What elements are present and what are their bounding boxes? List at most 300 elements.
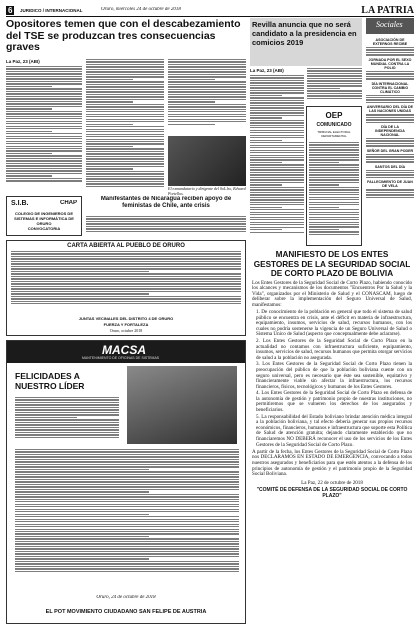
text-line [15, 432, 119, 433]
text-line [15, 456, 239, 457]
text-line [15, 429, 119, 430]
text-line [250, 219, 304, 220]
text-line [250, 222, 304, 223]
text-line [309, 144, 359, 145]
text-line [86, 186, 164, 187]
text-line [15, 509, 239, 510]
text-line [86, 91, 164, 92]
text-line [250, 227, 304, 228]
text-line [86, 69, 164, 70]
text-line [15, 553, 239, 554]
felicidades-footer: EL POT MOVIMIENTO CIUDADANO SAN FELIPE DE AUSTRIA [45, 609, 207, 615]
text-line [86, 64, 164, 65]
text-line [86, 221, 246, 222]
text-line [250, 132, 304, 133]
sociales-banner [366, 18, 414, 34]
text-line [250, 232, 304, 233]
text-line [366, 73, 414, 74]
sociales-heading: ASOCIACIÓN DE EXTERNOS RECIBE [372, 38, 408, 46]
logo-chap: CHAP [59, 200, 77, 206]
text-line [11, 278, 241, 279]
text-line [15, 454, 239, 455]
text-line [86, 101, 133, 102]
lead-dateline: La Paz, 23 (ABI) [6, 59, 40, 64]
text-line [309, 224, 359, 225]
text-line [366, 99, 414, 100]
text-line [11, 303, 241, 304]
text-line [15, 427, 119, 428]
text-line [309, 187, 359, 188]
text-line [250, 182, 304, 183]
text-line [250, 97, 304, 98]
section-label: JURIDICO / INTERNACIONAL [20, 8, 83, 13]
text-line [168, 69, 246, 70]
text-line [15, 412, 119, 413]
text-line [6, 101, 82, 102]
text-line [15, 526, 239, 527]
text-line [168, 99, 246, 100]
text-line [366, 170, 414, 171]
text-line [307, 83, 362, 84]
text-line [86, 59, 164, 60]
text-line [309, 162, 339, 163]
text-line [307, 73, 362, 74]
text-line [250, 207, 282, 208]
text-line [6, 155, 82, 156]
text-line [15, 536, 149, 537]
text-line [11, 256, 241, 257]
text-line [309, 177, 359, 178]
text-line [168, 84, 246, 85]
text-line [250, 174, 304, 175]
text-line [250, 187, 304, 188]
text-line [86, 166, 164, 167]
text-line [86, 168, 133, 169]
sociales-heading: FALLECIMIENTO DE JUAN DE VELA [367, 180, 413, 189]
text-line [366, 161, 414, 162]
text-line [366, 174, 414, 175]
text-line [6, 73, 82, 74]
text-line [15, 476, 239, 477]
text-line [11, 296, 241, 297]
page-header [6, 6, 414, 17]
text-line [366, 102, 414, 103]
text-line [86, 79, 133, 80]
text-line [86, 216, 246, 217]
text-line [86, 183, 164, 184]
text-line [168, 71, 246, 72]
text-line [307, 80, 362, 81]
text-line [86, 223, 246, 224]
text-line [250, 184, 282, 185]
text-line [309, 234, 359, 235]
text-line [15, 451, 239, 452]
school-ad-subtitle: CONVOCATORIA [27, 226, 61, 231]
text-line [11, 253, 241, 254]
text-line [15, 494, 239, 495]
text-line [15, 407, 119, 408]
text-line [15, 531, 239, 532]
text-line [6, 118, 82, 119]
text-line [6, 131, 52, 132]
text-line [6, 126, 82, 127]
felicidades-ad [6, 340, 246, 624]
carta-sign2: FUERZA Y FORTALEZA [103, 322, 149, 327]
logo-sib: S.I.B. [11, 200, 29, 207]
carta-text [11, 251, 241, 304]
text-line [250, 125, 304, 126]
text-line [250, 115, 304, 116]
text-line [86, 181, 164, 182]
text-line [86, 99, 164, 100]
text-line [6, 111, 82, 112]
text-line [15, 558, 149, 559]
felicidades-date: Oruro, 24 de octubre de 2018 [96, 595, 156, 600]
text-line [6, 121, 82, 122]
text-line [366, 52, 414, 53]
text-line [309, 174, 359, 175]
text-line [15, 504, 239, 505]
text-line [366, 117, 414, 118]
text-line [86, 151, 164, 152]
text-line [309, 172, 359, 173]
text-line [15, 529, 239, 530]
text-line [15, 563, 239, 564]
text-line [309, 222, 359, 223]
text-line [15, 486, 239, 487]
text-line [250, 120, 304, 121]
text-line [168, 94, 246, 95]
text-line [86, 81, 164, 82]
text-line [86, 178, 164, 179]
text-line [15, 499, 239, 500]
text-line [309, 149, 359, 150]
text-line [6, 83, 82, 84]
revilla-article-col1 [250, 68, 304, 244]
text-line [307, 98, 362, 99]
manifiesto-point: 1. De conocimiento de la población en general que todo el sistema de salud público se encuentra en crisis, ante el déficit en materia de infraestructura, equipamiento, insumos, servicios de salud, recursos humanos, con los cuales no podría sostenerse la vigencia de un Seguro Universal de Salud o Sistema Único de Salud (aspecto que conceptualmente debe aclararse). [256, 308, 412, 338]
text-line [6, 96, 82, 97]
text-line [250, 142, 304, 143]
text-line [15, 496, 239, 497]
text-line [86, 124, 133, 125]
text-line [309, 209, 359, 210]
text-line [15, 489, 239, 490]
text-line [6, 175, 52, 176]
text-line [307, 75, 362, 76]
text-line [15, 538, 239, 539]
text-line [6, 106, 82, 107]
text-line [11, 266, 241, 267]
text-line [6, 108, 52, 109]
text-line [250, 137, 304, 138]
text-line [86, 163, 164, 164]
text-line [168, 91, 246, 92]
felicidades-text-a [15, 397, 119, 445]
text-line [86, 129, 164, 130]
text-line [86, 74, 164, 75]
text-line [366, 140, 414, 141]
text-line [15, 414, 119, 415]
text-line [6, 133, 82, 134]
sociales-heading: SANTOS DEL DÍA [374, 164, 406, 169]
text-line [15, 571, 239, 572]
text-line [250, 112, 304, 113]
text-line [86, 173, 164, 174]
text-line [250, 87, 304, 88]
text-line [6, 165, 82, 166]
text-line [15, 543, 239, 544]
text-line [15, 409, 119, 410]
text-line [15, 501, 239, 502]
lead-article-col2 [86, 59, 164, 191]
carta-sign1: JUNTAS VECINALES DEL DISTRITO 4 DE ORURO [78, 316, 174, 321]
text-line [168, 79, 215, 80]
manifiesto-points [252, 310, 412, 448]
sociales-heading: DÍA DE LA INDEPENDENCIA NACIONAL [375, 125, 405, 137]
text-line [15, 459, 239, 460]
text-line [309, 152, 359, 153]
text-line [11, 281, 241, 282]
text-line [168, 104, 246, 105]
macsa-banner [7, 341, 245, 363]
text-line [250, 197, 304, 198]
text-line [168, 64, 246, 65]
text-line [168, 81, 246, 82]
text-line [168, 121, 246, 122]
sociales-heading: ANIVERSARIO DEL DÍA DE LAS NACIONES UNIDAS [366, 105, 414, 114]
text-line [15, 514, 149, 515]
lead-headline: Opositores temen que con el descabezamiento del TSE se produzcan tres consecuencias graves [6, 19, 241, 53]
text-line [168, 109, 246, 110]
text-line [6, 146, 82, 147]
carta-title: CARTA ABIERTA AL PUEBLO DE ORURO [67, 243, 185, 249]
text-line [250, 150, 304, 151]
text-line [366, 71, 414, 72]
text-line [366, 76, 414, 77]
text-line [168, 61, 246, 62]
manifiesto-point: 2. Los Entes Gestores de la Seguridad Social de Corto Plazo en la actualidad no contamos con infraestructura suficiente, equipamiento, insumos, servicios de salud, recursos humanos que permita otorgar servicios de salud a la población no asegurada. [256, 337, 412, 361]
text-line [250, 130, 304, 131]
text-line [15, 533, 239, 534]
text-line [86, 226, 246, 227]
text-line [309, 189, 359, 190]
text-line [168, 74, 246, 75]
text-line [309, 147, 359, 148]
text-line [250, 85, 304, 86]
text-line [6, 103, 82, 104]
manifiesto-intro: Los Entes Gestores de la Seguridad Social de Corto Plazo, habiendo conocido los alcances y mecanismos de los documentos "Encuentros Por la Salud y la Vida", organizados por el Ministerio de Salud y el CONASCAM, luego de deliberar sobre la implementación del Seguro Universal de Salud, manifestamos: [252, 279, 412, 308]
text-line [250, 159, 304, 160]
text-line [168, 89, 246, 90]
text-line [307, 90, 362, 91]
text-line [6, 141, 82, 142]
text-line [6, 170, 82, 171]
text-line [86, 106, 164, 107]
manifiesto-signature: "COMITÉ DE DEFENSA DE LA SEGURIDAD SOCIAL DE CORTO PLAZO" [256, 486, 408, 499]
text-line [250, 162, 282, 163]
text-line [307, 95, 362, 96]
text-line [309, 219, 359, 220]
text-line [86, 176, 164, 177]
text-line [11, 293, 149, 294]
manifiesto-point: 3. Los Entes Gestores de la Seguridad Social de Corto Plazo tienen la preocupación del público de que la población boliviana cuente con un seguro universal, pero es necesario que éste sea sostenible, equitativo y financieramente viable sin afectar la infraestructura, los recursos financieros, físicos, tecnológicos y humanos de los Entes Gestores. [256, 361, 412, 390]
header-date: Oruro, miércoles 24 de octubre de 2018 [101, 7, 181, 12]
text-line [309, 157, 359, 158]
text-line [6, 113, 82, 114]
revilla-box [250, 18, 362, 66]
text-line [6, 173, 82, 174]
text-line [86, 104, 164, 105]
text-line [6, 76, 82, 77]
text-line [11, 258, 241, 259]
text-line [250, 167, 304, 168]
text-line [250, 92, 304, 93]
text-line [309, 192, 359, 193]
text-line [15, 466, 239, 467]
text-line [86, 134, 164, 135]
text-line [11, 251, 241, 252]
text-line [366, 172, 414, 173]
text-line [86, 218, 246, 219]
text-line [309, 169, 359, 170]
text-line [366, 119, 414, 120]
text-line [15, 437, 119, 438]
text-line [15, 524, 239, 525]
text-line [15, 402, 119, 403]
text-line [250, 117, 282, 118]
text-line [15, 461, 239, 462]
text-line [250, 90, 304, 91]
text-line [250, 102, 304, 103]
text-line [86, 171, 164, 172]
text-line [250, 155, 304, 156]
text-line [6, 88, 82, 89]
text-line [250, 202, 304, 203]
text-line [168, 124, 215, 125]
carta-date: Oruro, octubre 2018 [109, 328, 143, 333]
text-line [15, 397, 119, 398]
text-line [309, 197, 359, 198]
text-line [86, 71, 164, 72]
text-line [250, 214, 304, 215]
text-line [6, 66, 82, 67]
text-line [309, 159, 359, 160]
text-line [11, 263, 241, 264]
manifiesto-point: 4. Los Entes Gestores de la Seguridad Social de Corto Plazo en defensa de la autonomía de gestión y patrimonio propio de nuestras instituciones, no permitiremos que se vulneren los derechos de los asegurados y beneficiarios. [256, 390, 412, 414]
text-line [250, 194, 304, 195]
text-line [366, 156, 414, 157]
text-line [15, 424, 119, 425]
text-line [309, 184, 339, 185]
text-line [309, 231, 359, 232]
text-line [309, 179, 359, 180]
school-ad [6, 196, 82, 236]
text-line [168, 96, 246, 97]
school-ad-title: COLEGIO DE INGENIEROS DE SISTEMAS E INFORMÁTICA DE ORURO [14, 211, 74, 226]
text-line [168, 59, 246, 60]
sociales-heading: DÍA INTERNACIONAL CONTRA EL CAMBIO CLIMÁTICO [371, 81, 409, 94]
text-line [15, 551, 239, 552]
text-line [366, 145, 414, 146]
text-line [86, 116, 164, 117]
text-line [250, 82, 304, 83]
text-line [15, 546, 239, 547]
text-line [15, 434, 119, 435]
text-line [307, 68, 362, 69]
text-line [15, 566, 239, 567]
text-line [366, 159, 414, 160]
text-line [307, 78, 362, 79]
revilla-dateline: La Paz, 23 (ABI) [250, 68, 284, 73]
text-line [6, 150, 82, 151]
text-line [15, 404, 119, 405]
text-line [86, 121, 164, 122]
text-line [86, 153, 164, 154]
text-line [250, 122, 304, 123]
text-line [86, 111, 164, 112]
text-line [250, 127, 304, 128]
text-line [168, 114, 246, 115]
text-line [11, 283, 241, 284]
text-line [86, 76, 164, 77]
text-line [11, 298, 241, 299]
text-line [307, 93, 362, 94]
text-line [15, 548, 239, 549]
text-line [6, 123, 82, 124]
text-line [309, 142, 359, 143]
text-line [250, 177, 304, 178]
text-line [86, 131, 164, 132]
text-line [86, 156, 164, 157]
text-line [6, 178, 82, 179]
text-line [250, 189, 304, 190]
text-line [366, 97, 414, 98]
text-line [86, 136, 164, 137]
text-line [250, 157, 304, 158]
text-line [307, 70, 362, 71]
manifiesto [250, 248, 414, 624]
text-line [250, 192, 304, 193]
text-line [250, 212, 304, 213]
text-line [366, 143, 414, 144]
text-line [6, 138, 82, 139]
text-line [250, 145, 304, 146]
text-line [15, 511, 239, 512]
text-line [168, 101, 215, 102]
sociales-heading: SEÑOR DEL GRAN PODER [366, 148, 414, 153]
text-line [250, 105, 304, 106]
text-line [15, 568, 239, 569]
text-line [366, 138, 414, 139]
text-line [250, 209, 304, 210]
macsa-subtitle: MANTENIMIENTO DE OFICINAS DE SISTEMAS [82, 356, 160, 360]
text-line [6, 71, 82, 72]
text-line [86, 61, 164, 62]
comunicado-text [309, 142, 359, 235]
text-line [15, 521, 239, 522]
text-line [11, 301, 241, 302]
text-line [11, 291, 241, 292]
text-line [86, 161, 164, 162]
text-line [86, 89, 164, 90]
text-line [15, 399, 119, 400]
text-line [366, 177, 414, 178]
text-line [15, 484, 239, 485]
text-line [168, 119, 246, 120]
text-line [86, 126, 164, 127]
text-line [250, 75, 304, 76]
